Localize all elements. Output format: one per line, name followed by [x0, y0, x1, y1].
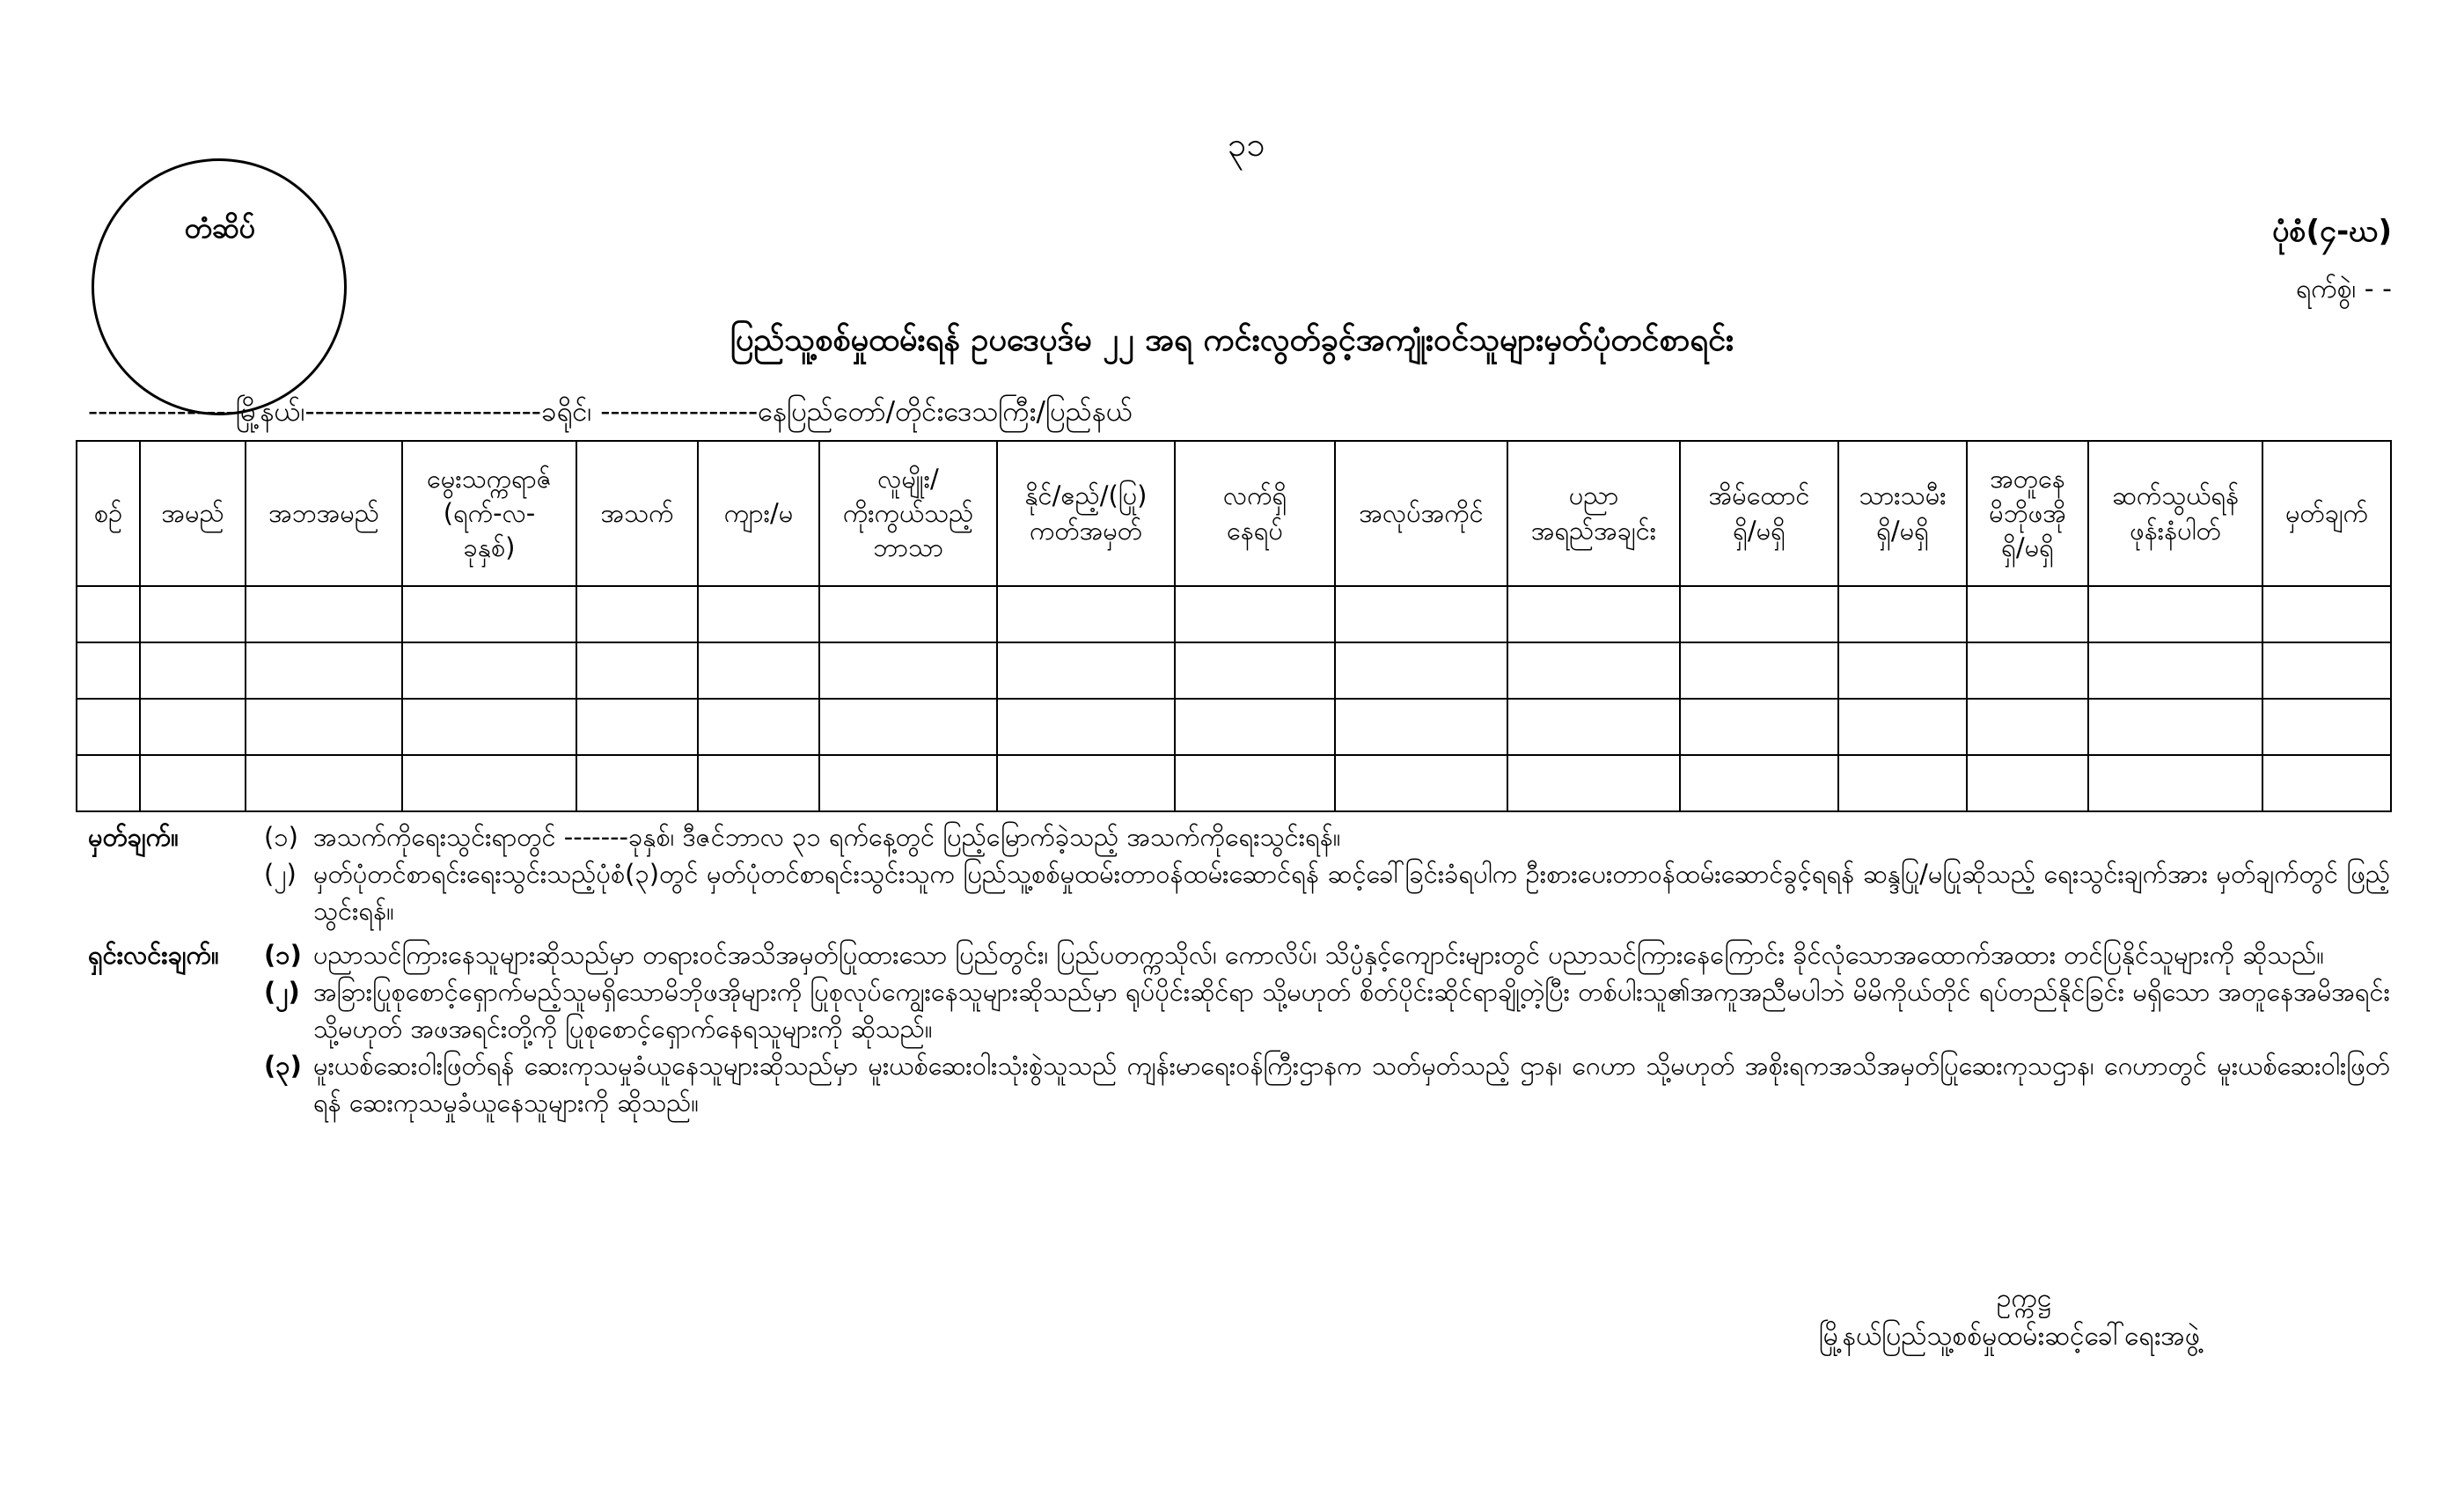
table-cell: [77, 755, 140, 811]
form-code: ပုံစံ(၄-ဃ): [2272, 214, 2392, 249]
col-header-id-card: နိုင်/ဧည့်/(ပြု) ကတ်အမှတ်: [997, 441, 1175, 586]
table-cell: [698, 586, 819, 642]
col-header-gender: ကျား/မ: [698, 441, 819, 586]
table-row: [77, 586, 2391, 642]
table-cell: [2088, 642, 2262, 699]
table-cell: [402, 642, 576, 699]
date-line: ရက်စွဲ၊ - -: [2296, 274, 2392, 304]
table-cell: [1967, 755, 2088, 811]
table-cell: [140, 699, 246, 755]
seal-label: တံဆိပ်: [184, 211, 256, 245]
table-cell: [402, 699, 576, 755]
item-text: မှတ်ပုံတင်စာရင်းရေးသွင်းသည့်ပုံစံ(၃)တွင် မှတ်ပုံတင်စာရင်းသွင်းသူက ပြည်သူ့စစ်မှုထမ်းတာဝန်ထမ်းဆောင်ရန် ဆင့်ခေါ်ခြင်းခံရပါက ဦးစားပေးတာဝန်ထမ်းဆောင်ခွင့်ရရန် ဆန္ဒပြု/မပြုဆိုသည့် ရေးသွင်းချက်အား မှတ်ချက်တွင် ဖြည့်သွင်းရန်။: [313, 859, 2390, 926]
col-header-name: အမည်: [140, 441, 246, 586]
table-cell: [1335, 755, 1507, 811]
table-cell: [1507, 642, 1680, 699]
explanations-label: ရှင်းလင်းချက်။: [88, 940, 219, 970]
table-cell: [819, 755, 997, 811]
form-title: ပြည်သူ့စစ်မှုထမ်းရန် ဥပဒေပုဒ်မ ၂၂ အရ ကင်းလွတ်ခွင့်အကျုံးဝင်သူများမှတ်ပုံတင်စာရင်း: [730, 322, 1734, 358]
table-cell: [2262, 699, 2391, 755]
table-cell: [1507, 755, 1680, 811]
table-cell: [1838, 642, 1967, 699]
table-cell: [2088, 755, 2262, 811]
item-number: (၃): [264, 1051, 302, 1081]
table-cell: [1335, 586, 1507, 642]
table-cell: [997, 586, 1175, 642]
item-number: (၁): [264, 822, 298, 852]
page-number: ၃၁: [1227, 125, 1265, 164]
table-cell: [1335, 642, 1507, 699]
table-cell: [1175, 755, 1335, 811]
table-cell: [2262, 755, 2391, 811]
table-cell: [1507, 586, 1680, 642]
remarks-block: [88, 818, 2390, 929]
col-header-elderly-parents: အတူနေ မိဘိုဖအို ရှိ/မရှိ: [1967, 441, 2088, 586]
table-cell: [1335, 699, 1507, 755]
table-cell: [576, 642, 698, 699]
table-cell: [1680, 642, 1838, 699]
item-text: အခြားပြုစုစောင့်ရှောက်မည့်သူမရှိသောမိဘိုဖအိုများကို ပြုစုလုပ်ကျွေးနေသူများဆိုသည်မှာ ရုပ်ပိုင်းဆိုင်ရာ သို့မဟုတ် စိတ်ပိုင်းဆိုင်ရာချို့တဲ့ပြီး တစ်ပါးသူ၏အကူအညီမပါဘဲ မိမိကိုယ်တိုင် ရပ်တည်နိုင်ခြင်း မရှိသော အတူနေအမိအရင်း သို့မဟုတ် အဖအရင်းတို့ကို ပြုစုစောင့်ရှောက်နေရသူများကို ဆိုသည်။: [313, 977, 2390, 1044]
col-header-serial: စဉ်: [77, 441, 140, 586]
item-text: ပညာသင်ကြားနေသူများဆိုသည်မှာ တရားဝင်အသိအမှတ်ပြုထားသော ပြည်တွင်း၊ ပြည်ပတက္ကသိုလ်၊ ကောလိပ်၊ သိပ္ပံနှင့်ကျောင်းများတွင် ပညာသင်ကြားနေကြောင်း ခိုင်လုံသောအထောက်အထား တင်ပြနိုင်သူများကို ဆိုသည်။: [313, 940, 2325, 970]
table-cell: [1507, 699, 1680, 755]
table-cell: [576, 755, 698, 811]
table-cell: [1680, 586, 1838, 642]
item-number: (၂): [264, 859, 297, 889]
table-cell: [77, 586, 140, 642]
notes-section: [88, 818, 2390, 1128]
table-cell: [246, 755, 402, 811]
table-cell: [698, 755, 819, 811]
list-item: [88, 973, 2390, 1047]
col-header-married: အိမ်ထောင် ရှိ/မရှိ: [1680, 441, 1838, 586]
table-cell: [1175, 642, 1335, 699]
table-cell: [576, 699, 698, 755]
table-cell: [246, 586, 402, 642]
table-cell: [140, 755, 246, 811]
table-cell: [2088, 586, 2262, 642]
list-item: [88, 818, 2390, 855]
table-cell: [1175, 586, 1335, 642]
col-header-phone: ဆက်သွယ်ရန် ဖုန်းနံပါတ်: [2088, 441, 2262, 586]
table-cell: [246, 642, 402, 699]
table-body: [77, 586, 2391, 811]
table-cell: [1680, 699, 1838, 755]
col-header-address: လက်ရှိ နေရပ်: [1175, 441, 1335, 586]
table-cell: [1838, 699, 1967, 755]
table-cell: [576, 586, 698, 642]
item-text: မူးယစ်ဆေးဝါးဖြတ်ရန် ဆေးကုသမှုခံယူနေသူများဆိုသည်မှာ မူးယစ်ဆေးဝါးသုံးစွဲသူသည် ကျန်းမာရေးဝန်ကြီးဌာနက သတ်မှတ်သည့် ဌာန၊ ဂေဟာ သို့မဟုတ် အစိုးရကအသိအမှတ်ပြုဆေးကုသဌာန၊ ဂေဟာတွင် မူးယစ်ဆေးဝါးဖြတ်ရန် ဆေးကုသမှုခံယူနေသူများကို ဆိုသည်။: [313, 1051, 2390, 1118]
item-number: (၁): [264, 940, 302, 970]
location-line: ---------------မြို့နယ်၊------------------------ခရိုင်၊ ----------------နေပြည်တော်/တိုင်းဒေသကြီး/ပြည်နယ်: [88, 396, 1133, 428]
table-cell: [402, 586, 576, 642]
list-item: [88, 855, 2390, 929]
table-cell: [246, 699, 402, 755]
col-header-remarks: မှတ်ချက်: [2262, 441, 2391, 586]
table-row: [77, 755, 2391, 811]
list-item: [88, 936, 2390, 973]
table-cell: [140, 642, 246, 699]
registration-table: [76, 440, 2392, 812]
explanations-block: [88, 936, 2390, 1121]
table-cell: [1175, 699, 1335, 755]
table-cell: [2088, 699, 2262, 755]
item-number: (၂): [264, 977, 300, 1007]
table-cell: [997, 699, 1175, 755]
table-cell: [1838, 755, 1967, 811]
table-cell: [1838, 586, 1967, 642]
col-header-children: သားသမီး ရှိ/မရှိ: [1838, 441, 1967, 586]
table-cell: [2262, 642, 2391, 699]
seal-circle: [92, 158, 347, 415]
col-header-father-name: အဘအမည်: [246, 441, 402, 586]
table-cell: [1967, 642, 2088, 699]
table-cell: [997, 642, 1175, 699]
table-cell: [77, 642, 140, 699]
table-cell: [1967, 699, 2088, 755]
col-header-age: အသက်: [576, 441, 698, 586]
table-cell: [819, 642, 997, 699]
signature-title: ဥက္ကဋ္ဌ: [1996, 1283, 2052, 1314]
table-cell: [140, 586, 246, 642]
table-cell: [2262, 586, 2391, 642]
table-cell: [698, 642, 819, 699]
table-cell: [819, 586, 997, 642]
table-cell: [1680, 755, 1838, 811]
table-cell: [402, 755, 576, 811]
item-text: အသက်ကိုရေးသွင်းရာတွင် -------ခုနှစ်၊ ဒီဇင်ဘာလ ၃၁ ရက်နေ့တွင် ပြည့်မြောက်ခဲ့သည့် အသက်ကိုရေးသွင်းရန်။: [313, 822, 1341, 852]
col-header-occupation: အလုပ်အကိုင်: [1335, 441, 1507, 586]
table-cell: [77, 699, 140, 755]
table-cell: [698, 699, 819, 755]
list-item: [88, 1047, 2390, 1121]
table-cell: [1967, 586, 2088, 642]
col-header-ethnicity-religion: လူမျိုး/ ကိုးကွယ်သည့် ဘာသာ: [819, 441, 997, 586]
table-header-row: [77, 441, 2391, 586]
signature-org: မြို့နယ်ပြည်သူ့စစ်မှုထမ်းဆင့်ခေါ်ရေးအဖွဲ့: [1818, 1321, 2200, 1352]
col-header-education: ပညာ အရည်အချင်း: [1507, 441, 1680, 586]
table-row: [77, 699, 2391, 755]
table-row: [77, 642, 2391, 699]
table-cell: [819, 699, 997, 755]
remarks-label: မှတ်ချက်။: [88, 822, 179, 852]
col-header-birth-date: မွေးသက္ကရာဇ် (ရက်-လ- ခုနှစ်): [402, 441, 576, 586]
table-cell: [997, 755, 1175, 811]
